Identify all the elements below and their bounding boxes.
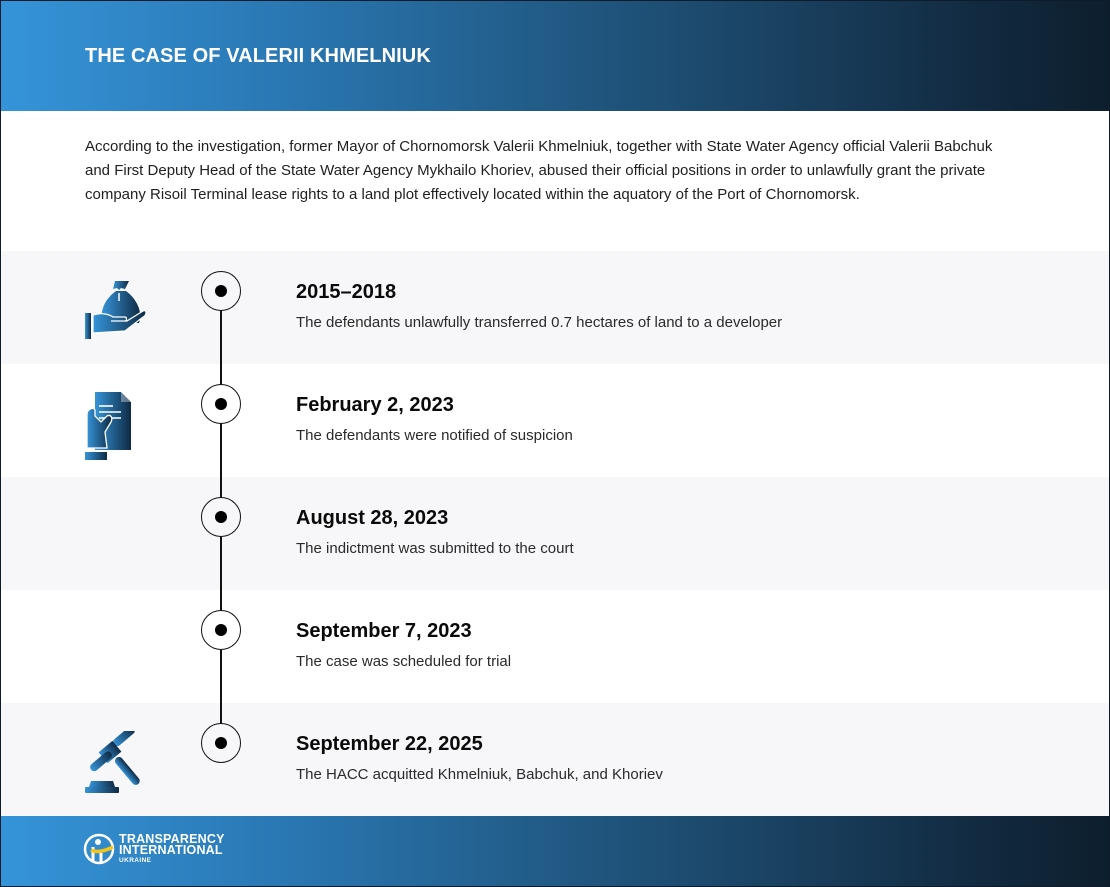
timeline-row: [1, 477, 1109, 590]
timeline-row: [1, 251, 1109, 364]
timeline-row: [1, 364, 1109, 477]
timeline-date: February 2, 2023: [296, 394, 454, 416]
timeline-node-dot: [215, 737, 227, 749]
timeline-description: The HACC acquitted Khmelniuk, Babchuk, and Khoriev: [296, 766, 663, 783]
header-banner: [1, 1, 1109, 111]
timeline-node: [201, 610, 241, 650]
ti-globe-logo-icon: [83, 833, 115, 865]
timeline-node: [201, 271, 241, 311]
timeline-date: August 28, 2023: [296, 507, 449, 529]
timeline-date: 2015–2018: [296, 281, 397, 303]
timeline-node: [201, 384, 241, 424]
gavel-icon: [85, 731, 149, 793]
timeline-node-dot: [215, 511, 227, 523]
timeline-date: September 22, 2025: [296, 733, 483, 755]
timeline-description: The defendants unlawfully transferred 0.7 hectares of land to a developer: [296, 314, 783, 331]
timeline-row: [1, 703, 1109, 816]
timeline-node-dot: [215, 285, 227, 297]
timeline-node-dot: [215, 398, 227, 410]
transparency-international-logo: [83, 833, 225, 865]
intro-paragraph: According to the investigation, former Mayor of Chornomorsk Valerii Khmelniuk, together with State Water Agency official Valerii Babchuk and First Deputy Head of the State Water Agency Mykhailo Khoriev, abused their official positions in order to unlawfully grant the private company Risoil Terminal lease rights to a land plot effectively located within the aquatory of the Port of Chornomorsk.: [85, 138, 993, 203]
timeline-description: The case was scheduled for trial: [296, 653, 512, 670]
page-title: THE CASE OF VALERII KHMELNIUK: [85, 45, 431, 67]
timeline-node: [201, 723, 241, 763]
timeline-description: The indictment was submitted to the court: [296, 540, 574, 557]
logo-line-international: INTERNATIONAL: [119, 842, 223, 857]
timeline-date: September 7, 2023: [296, 620, 472, 642]
logo-line-transparency: TRANSPARENCY: [119, 831, 225, 846]
logo-line-ukraine: UKRAINE: [119, 856, 152, 864]
timeline-node: [201, 497, 241, 537]
timeline-row: [1, 590, 1109, 703]
footer-banner: [1, 816, 1109, 886]
hand-document-icon: [85, 392, 135, 462]
infographic: [1, 1, 1109, 886]
timeline-description: The defendants were notified of suspicion: [296, 427, 573, 444]
money-bag-hand-icon: [85, 279, 147, 341]
timeline-node-dot: [215, 624, 227, 636]
